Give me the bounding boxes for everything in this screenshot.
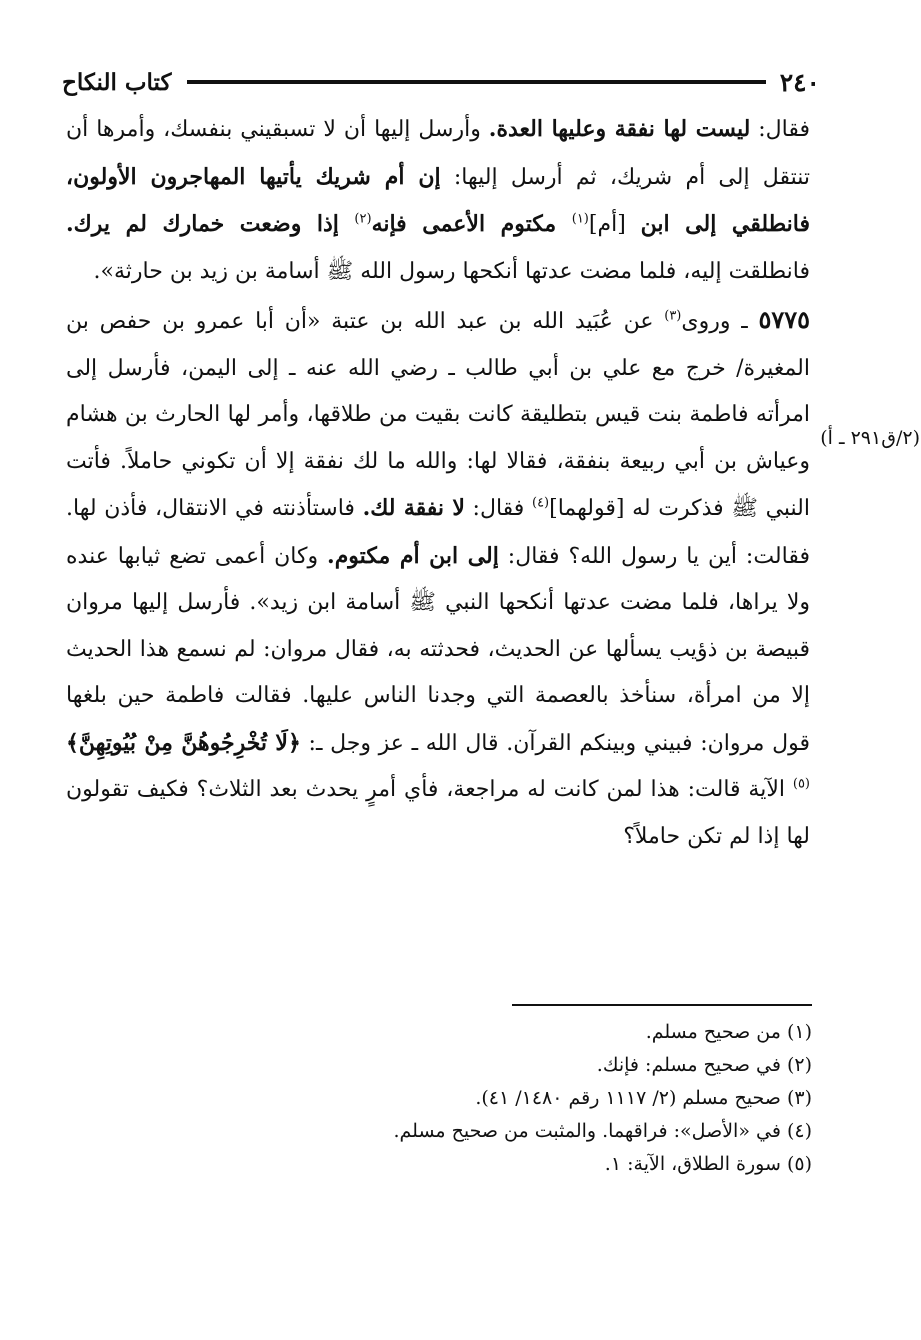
hadith-number: ٥٧٧٥	[758, 305, 810, 334]
header-rule	[187, 80, 765, 84]
bold-text: لا نفقة لك.	[362, 495, 465, 521]
bold-text: إلى ابن أم مكتوم.	[327, 542, 499, 569]
text-run: فانطلقت إليه، فلما مضت عدتها أنكحها رسول الله ﷺ أسامة بن زيد بن حارثة».	[93, 258, 810, 284]
bold-text: إن أم شريك يأتيها المهاجرون الأولون، فانطلقي إلى ابن	[66, 163, 811, 237]
footnote-separator	[512, 1004, 812, 1006]
paragraph-1	[66, 106, 810, 295]
bold-text: ليست لها نفقة وعليها العدة.	[488, 116, 751, 142]
footnote-4: (٤) في «الأصل»: فراقهما. والمثبت من صحيح مسلم.	[393, 1120, 812, 1142]
text-run: فاستأذنته في الانتقال، فأذن لها. فقالت: أين يا رسول الله؟ فقال:	[66, 496, 810, 569]
footnote-2: (٢) في صحيح مسلم: فإنك.	[596, 1054, 812, 1076]
manuscript-folio-note: (٢/ق٢٩١ ـ أ)	[820, 427, 920, 449]
page-number: ٢٤٠	[779, 67, 820, 97]
footnote-ref-3[interactable]: (٣)	[664, 308, 682, 324]
text-run: فقال:	[464, 496, 532, 521]
text-run: ـ وروى	[681, 309, 759, 334]
text-run: الآية قالت: هذا لمن كانت له مراجعة، فأي أمرٍ يحدث بعد الثلاث؟ فكيف تقولون لها إذا لم تكن حاملاً؟	[66, 777, 810, 849]
text-run: وكان أعمى تضع ثيابها عنده ولا يراها، فلما مضت عدتها أنكحها النبي ﷺ أسامة ابن زيد». فأرسل إليها مروان قبيصة بن ذؤيب يسألها عن الحديث، فحدثته به، فقال مروان: لم نسمع هذا الحديث إلا من امرأة، سنأخذ بالعصمة التي وجدنا الناس عليها. فقالت فاطمة حين بلغها قول مروان: فبيني وبينكم القرآن. قال الله ـ عز وجل ـ:	[66, 543, 810, 756]
footnote-ref-4[interactable]: (٤)	[531, 495, 550, 511]
text-run: فقال:	[750, 117, 810, 142]
footnotes	[380, 1016, 812, 1181]
text-run: وأرسل إليها أن لا تسبقيني بنفسك، وأمرها أن تنتقل إلى أم شريك، ثم أرسل إليها:	[66, 117, 810, 190]
footnote-5: (٥) سورة الطلاق، الآية: ١.	[604, 1153, 812, 1175]
footnote-ref-5[interactable]: (٥)	[792, 776, 810, 792]
bold-text: مكتوم الأعمى فإنه	[371, 211, 572, 237]
book-title: كتاب النكاح	[62, 68, 172, 96]
text-run: عن عُبَيد الله بن عبد الله بن عتبة «أن أبا عمرو بن حفص بن المغيرة/ خرج مع علي بن أبي طالب ـ رضي الله عنه ـ إلى اليمن، فأرسل إلى امرأته فاطمة بنت قيس بتطليقة كانت بقيت من طلاقها، وأمر لها الحارث بن هشام وعياش بن أبي ربيعة بنفقة، فقالا لها: والله ما لك نفقة إلا أن تكوني حاملاً. فأتت النبي ﷺ فذكرت له [قولهما]	[66, 309, 810, 521]
bold-text: إذا وضعت خمارك لم يرك.	[66, 211, 355, 237]
footnote-ref-1[interactable]: (١)	[571, 211, 589, 227]
footnote-3: (٣) صحيح مسلم (٢/ ١١١٧ رقم ١٤٨٠/ ٤١).	[475, 1087, 812, 1109]
footnote-1: (١) من صحيح مسلم.	[645, 1021, 812, 1043]
main-text	[66, 106, 810, 860]
paragraph-2	[66, 297, 810, 860]
quran-verse: ﴿لَا تُخْرِجُوهُنَّ مِنْ بُيُوتِهِنَّ﴾	[66, 729, 301, 756]
footnote-ref-2[interactable]: (٢)	[354, 211, 372, 227]
page-header	[62, 62, 820, 102]
text-run: [أم]	[588, 212, 641, 237]
